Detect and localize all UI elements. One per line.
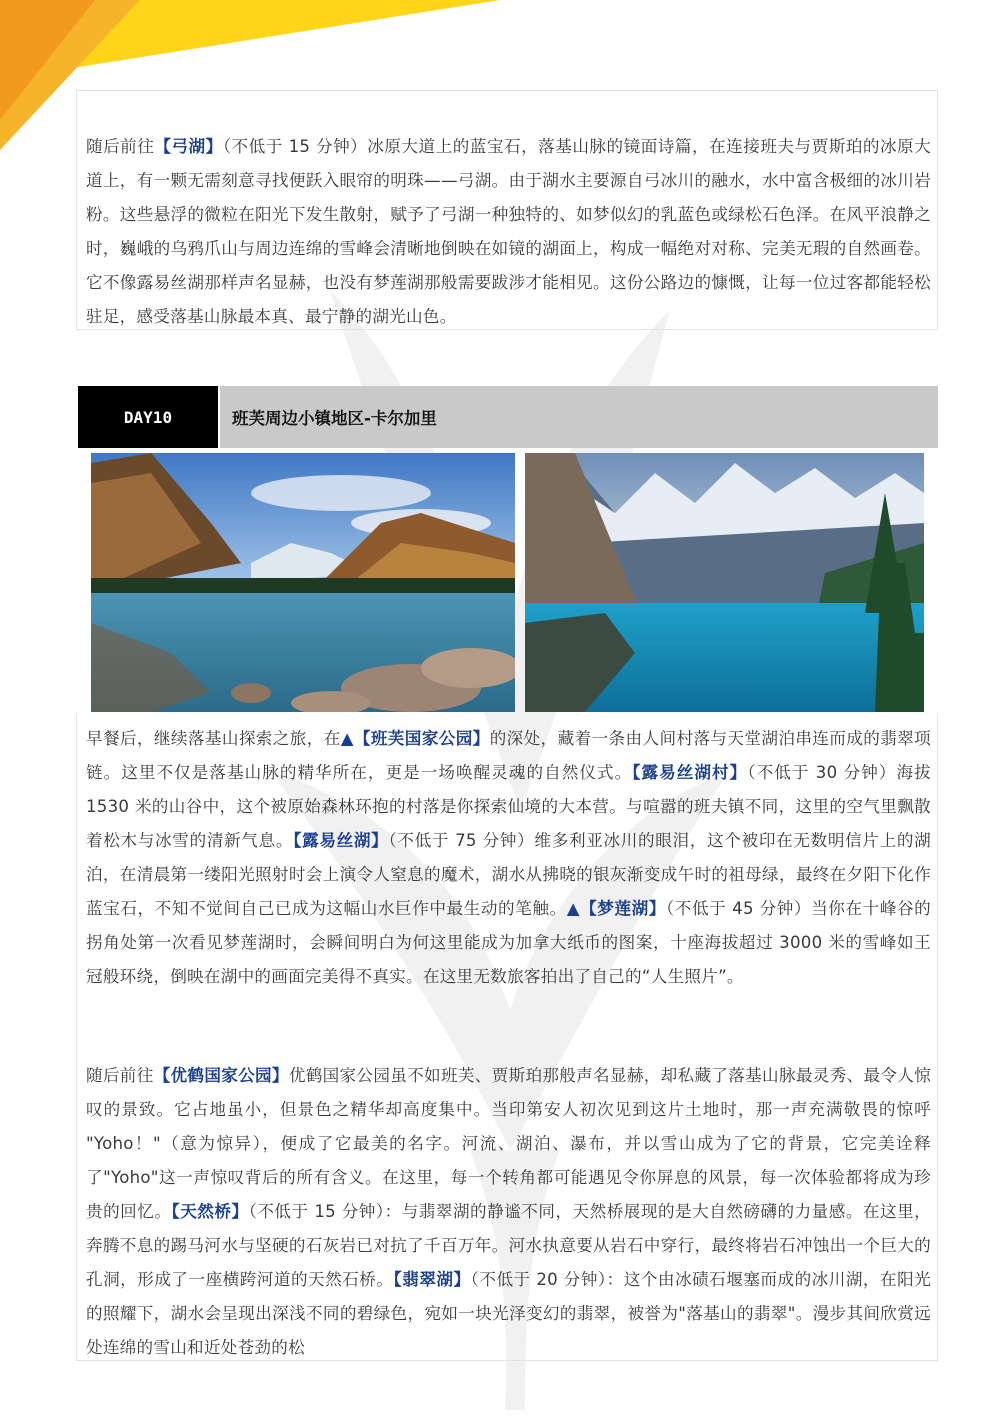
yoho-paragraph: 随后前往【优鹤国家公园】优鹤国家公园虽不如班芙、贾斯珀那般声名显赫，却私藏了落基山脉最灵秀、最令人惊叹的景致。它占地虽小，但景色之精华却高度集中。当印第安人初次见到这片土地时，那一声充满敬畏的惊呼 "Yoho！"（意为惊异），便成了它最美的名字。河流、湖泊、瀑布，并以雪山成为了它的背景，它完美诠释了"Yoho"这一声惊叹背后的所有含义。在这里，每一个转角都可能遇见令你屏息的风景，每一次体验都将成为珍贵的回忆。【天然桥】（不低于 15 分钟）：与翡翠湖的静谧不同，天然桥展现的是大自然磅礴的力量感。在这里，奔腾不息的踢马河水与坚硬的石灰岩已对抗了千百万年。河水执意要从岩石中穿行，最终将岩石冲蚀出一个巨大的孔洞，形成了一座横跨河道的天然石桥。【翡翠湖】（不低于 20 分钟）：这个由冰碛石堰塞而成的冰川湖，在阳光的照耀下，湖水会呈现出深浅不同的碧绿色，宛如一块光泽变幻的翡翠，被誉为"落基山的翡翠"。漫步其间欣赏远处连绵的雪山和近处苍劲的松 [86, 1066, 932, 1357]
natural-bridge-highlight: 【天然桥】 [171, 1202, 249, 1221]
lake-louise-highlight: 【露易丝湖】 [293, 831, 389, 850]
day-label: DAY10 [78, 386, 218, 448]
banff-paragraph: 早餐后，继续落基山探索之旅，在▲【班芙国家公园】的深处，藏着一条由人间村落与天堂湖泊串连而成的翡翠项链。这里不仅是落基山脉的精华所在，更是一场唤醒灵魂的自然仪式。【露易丝湖村】（不低于 30 分钟）海拔 1530 米的山谷中，这个被原始森林环抱的村落是你探索仙境的大本营。与喧嚣的班夫镇不同，这里的空气里飘散着松木与冰雪的清新气息。【露易丝湖】（不低于 75 分钟）维多利亚冰川的眼泪，这个被印在无数明信片上的湖泊，在清晨第一缕阳光照射时会上演令人窒息的魔术，湖水从拂晓的银灰渐变成午时的祖母绿，最终在夕阳下化作蓝宝石，不知不觉间自己已成为这幅山水巨作中最生动的笔触。▲【梦莲湖】（不低于 45 分钟）当你在十峰谷的拐角处第一次看见梦莲湖时，会瞬间明白为何这里能成为加拿大纸币的图案，十座海拔超过 3000 米的雪峰如王冠般环绕，倒映在湖中的画面完美得不真实。在这里无数旅客拍出了自己的“人生照片”。 [86, 729, 932, 986]
bow-lake-highlight: 【弓湖】 [154, 137, 223, 156]
yoho-highlight: 【优鹤国家公园】 [153, 1066, 289, 1085]
lake-louise-village-highlight: 【露易丝湖村】 [632, 763, 748, 782]
day-title: 班芙周边小镇地区-卡尔加里 [218, 386, 938, 448]
lake-louise-photo [91, 453, 515, 712]
moraine-lake-highlight: ▲【梦莲湖】 [566, 899, 666, 918]
day-header [78, 386, 938, 448]
bow-lake-paragraph: 随后前往【弓湖】（不低于 15 分钟）冰原大道上的蓝宝石，落基山脉的镜面诗篇，在连接班夫与贾斯珀的冰原大道上，有一颗无需刻意寻找便跃入眼帘的明珠——弓湖。由于湖水主要源自弓冰川的融水，水中富含极细的冰川岩粉。这些悬浮的微粒在阳光下发生散射，赋予了弓湖一种独特的、如梦似幻的乳蓝色或绿松石色泽。在风平浪静之时，巍峨的乌鸦爪山与周边连绵的雪峰会清晰地倒映在如镜的湖面上，构成一幅绝对对称、完美无瑕的自然画卷。它不像露易丝湖那样声名显赫，也没有梦莲湖那般需要跋涉才能相见。这份公路边的慷慨，让每一位过客都能轻松驻足，感受落基山脉最本真、最宁静的湖光山色。 [86, 137, 932, 326]
emerald-lake-highlight: 【翡翠湖】 [393, 1270, 471, 1289]
moraine-lake-photo [525, 453, 924, 712]
banff-highlight: ▲【班芙国家公园】 [340, 729, 490, 748]
